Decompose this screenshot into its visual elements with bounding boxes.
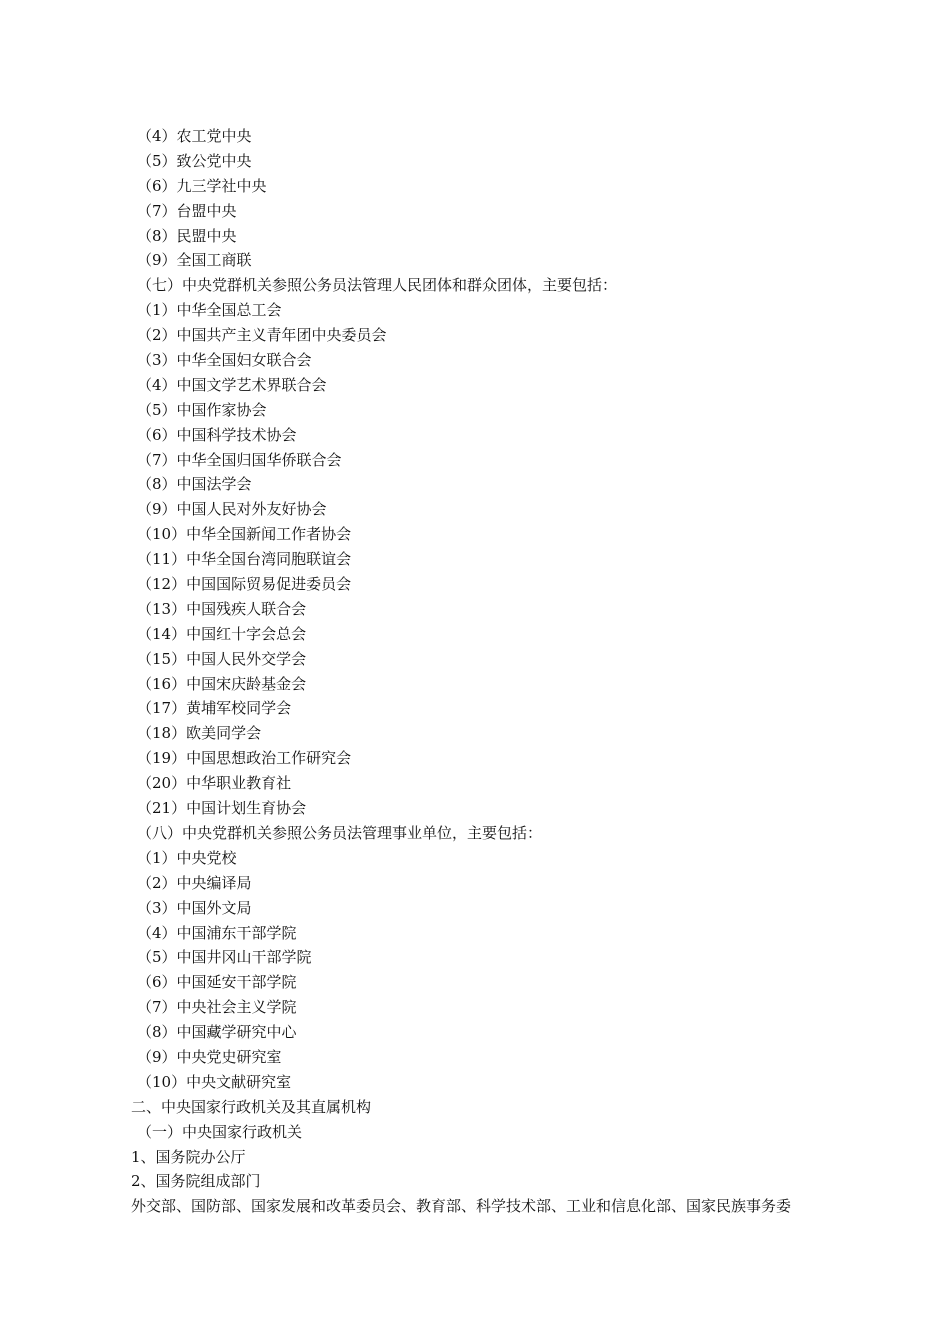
- list-item-line: （8）中国藏学研究中心: [137, 1023, 297, 1042]
- list-item-line: （七）中央党群机关参照公务员法管理人民团体和群众团体，主要包括：: [137, 276, 618, 295]
- list-item-line: （2）中央编译局: [137, 873, 252, 892]
- list-item-line: （16）中国宋庆龄基金会: [137, 674, 307, 693]
- list-item-line: （8）中国法学会: [137, 475, 252, 494]
- list-item-line: （八）中央党群机关参照公务员法管理事业单位，主要包括：: [137, 823, 543, 842]
- list-item-line: （14）中国红十字会总会: [137, 624, 307, 643]
- list-item-line: （5）致公党中央: [137, 151, 252, 170]
- list-item-line: （10）中华全国新闻工作者协会: [137, 525, 352, 544]
- list-item-line: （18）欧美同学会: [137, 724, 262, 743]
- list-item-line: （2）中国共产主义青年团中央委员会: [137, 326, 387, 345]
- list-item-line: （13）中国残疾人联合会: [137, 599, 307, 618]
- list-item-line: （8）民盟中央: [137, 226, 237, 245]
- list-item-line: （6）中国延安干部学院: [137, 973, 297, 992]
- list-item-line: （20）中华职业教育社: [137, 774, 292, 793]
- list-item-line: （4）农工党中央: [137, 127, 252, 145]
- list-item-line: （3）中华全国妇女联合会: [137, 351, 312, 370]
- list-item-line: （6）中国科学技术协会: [137, 425, 297, 444]
- list-item-line: （9）中央党史研究室: [137, 1047, 282, 1066]
- list-item-line: （5）中国作家协会: [137, 400, 267, 419]
- list-item-line: （1）中央党校: [137, 848, 237, 867]
- section-heading-line: 外交部、国防部、国家发展和改革委员会、教育部、科学技术部、工业和信息化部、国家民族事务委: [131, 1197, 792, 1216]
- list-item-line: （6）九三学社中央: [137, 176, 267, 195]
- list-item-line: （10）中央文献研究室: [137, 1072, 292, 1091]
- list-item-line: （3）中国外文局: [137, 898, 252, 917]
- section-heading-line: 1、国务院办公厅: [131, 1147, 246, 1166]
- list-item-line: （17）黄埔军校同学会: [137, 699, 292, 718]
- list-item-line: （7）中央社会主义学院: [137, 998, 297, 1017]
- list-item-line: （7）台盟中央: [137, 201, 237, 220]
- list-item-line: （4）中国浦东干部学院: [137, 923, 297, 942]
- list-item-line: （4）中国文学艺术界联合会: [137, 375, 327, 394]
- list-item-line: （15）中国人民外交学会: [137, 649, 307, 668]
- section-heading-line: 2、国务院组成部门: [131, 1172, 261, 1191]
- list-item-line: （21）中国计划生育协会: [137, 799, 307, 818]
- list-item-line: （19）中国思想政治工作研究会: [137, 749, 352, 768]
- section-heading-line: 二、中央国家行政机关及其直属机构: [131, 1097, 372, 1116]
- list-item-line: （1）中华全国总工会: [137, 301, 282, 320]
- list-item-line: （一）中央国家行政机关: [137, 1122, 303, 1141]
- list-item-line: （9）全国工商联: [137, 251, 252, 270]
- document-body: [0, 124, 950, 1219]
- list-item-line: （12）中国国际贸易促进委员会: [137, 575, 352, 594]
- list-item-line: （9）中国人民对外友好协会: [137, 500, 327, 519]
- list-item-line: （7）中华全国归国华侨联合会: [137, 450, 342, 469]
- list-item-line: （11）中华全国台湾同胞联谊会: [137, 550, 352, 569]
- list-item-line: （5）中国井冈山干部学院: [137, 948, 312, 967]
